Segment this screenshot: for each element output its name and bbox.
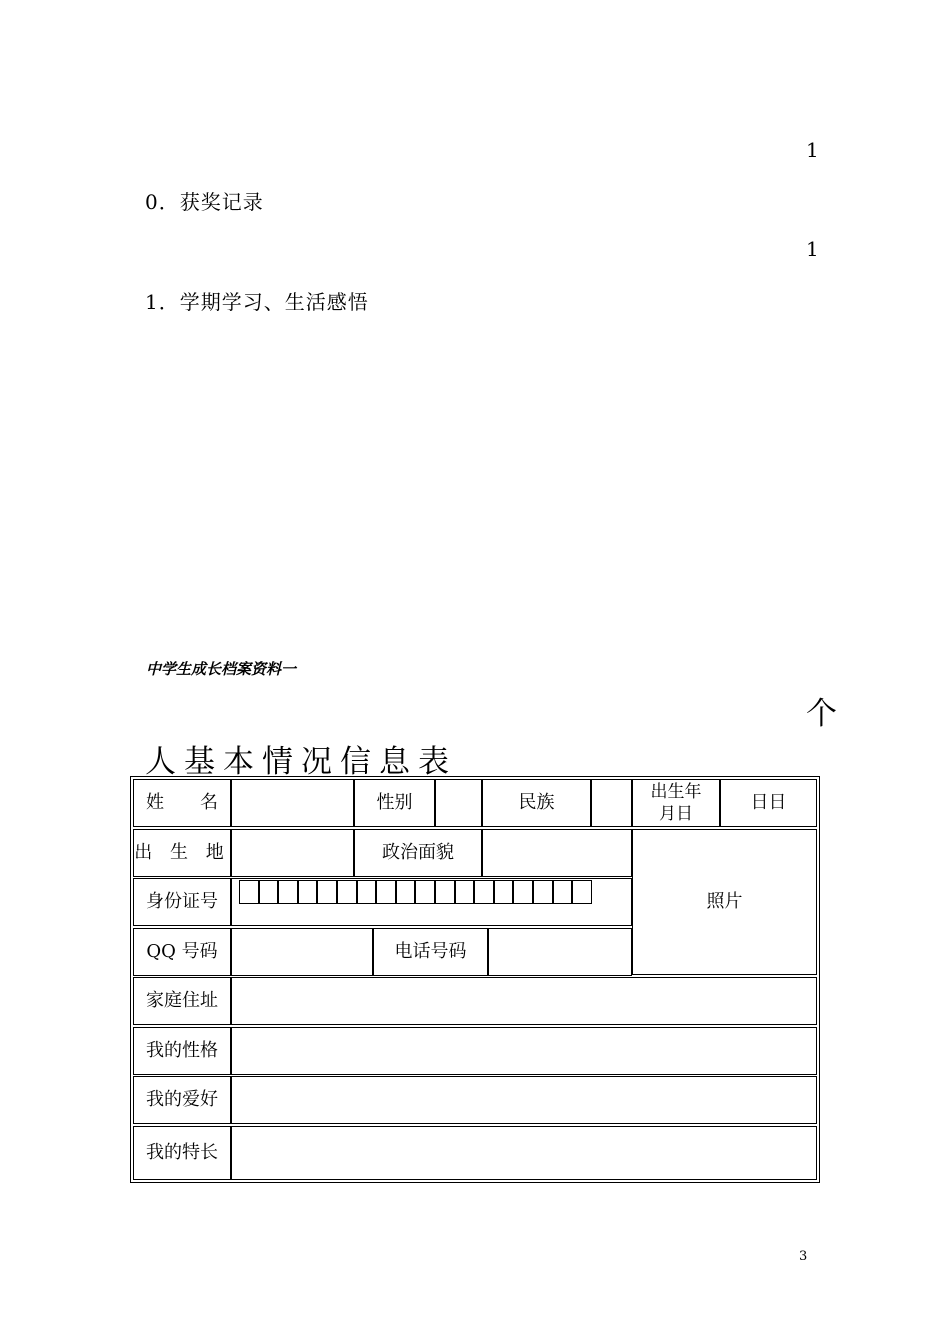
toc-item-awards: 0．获奖记录 bbox=[145, 190, 264, 214]
name-label-cell bbox=[133, 779, 231, 827]
id-digit-box[interactable] bbox=[455, 880, 475, 904]
id-number-label: 身份证号 bbox=[133, 878, 231, 926]
phone-field[interactable] bbox=[488, 928, 632, 976]
name-label-b: 名 bbox=[200, 792, 218, 814]
address-field[interactable] bbox=[231, 977, 817, 1025]
gender-field[interactable] bbox=[435, 779, 482, 827]
political-status-label: 政治面貌 bbox=[354, 829, 482, 877]
birth-label bbox=[632, 779, 720, 827]
birth-label-line1: 出生年 bbox=[650, 782, 702, 802]
id-digit-box[interactable] bbox=[474, 880, 494, 904]
ethnicity-field[interactable] bbox=[591, 779, 632, 827]
id-digit-box[interactable] bbox=[376, 880, 396, 904]
birthplace-field[interactable] bbox=[231, 829, 354, 877]
id-digit-box[interactable] bbox=[396, 880, 416, 904]
id-digit-box[interactable] bbox=[357, 880, 377, 904]
id-digit-box[interactable] bbox=[278, 880, 298, 904]
id-digit-box[interactable] bbox=[494, 880, 514, 904]
phone-label: 电话号码 bbox=[373, 928, 488, 976]
id-digit-box[interactable] bbox=[572, 880, 592, 904]
personality-label: 我的性格 bbox=[133, 1027, 231, 1075]
id-digit-box[interactable] bbox=[513, 880, 533, 904]
id-digit-box[interactable] bbox=[239, 880, 259, 904]
address-label: 家庭住址 bbox=[133, 977, 231, 1025]
name-label-a: 姓 bbox=[146, 792, 164, 814]
specialty-label: 我的特长 bbox=[133, 1126, 231, 1180]
id-digit-box[interactable] bbox=[415, 880, 435, 904]
qq-field[interactable] bbox=[231, 928, 373, 976]
id-digit-box[interactable] bbox=[337, 880, 357, 904]
id-digit-box[interactable] bbox=[317, 880, 337, 904]
id-digit-box[interactable] bbox=[298, 880, 318, 904]
id-digit-box[interactable] bbox=[553, 880, 573, 904]
id-digit-box[interactable] bbox=[259, 880, 279, 904]
hobby-field[interactable] bbox=[231, 1076, 817, 1124]
id-digit-box[interactable] bbox=[435, 880, 455, 904]
series-title: 中学生成长档案资料一 bbox=[146, 660, 297, 678]
political-status-field[interactable] bbox=[482, 829, 632, 877]
heading-title: 人基本情况信息表 bbox=[145, 744, 457, 780]
name-field[interactable] bbox=[231, 779, 354, 827]
toc-page-number-2: 1 bbox=[806, 237, 819, 261]
birth-date-field[interactable]: 日日 bbox=[720, 779, 817, 827]
photo-box[interactable]: 照片 bbox=[632, 829, 817, 975]
birth-label-line2: 月日 bbox=[659, 804, 693, 824]
qq-label: QQ 号码 bbox=[133, 928, 231, 976]
hobby-label: 我的爱好 bbox=[133, 1076, 231, 1124]
gender-label: 性别 bbox=[354, 779, 435, 827]
toc-page-number-1: 1 bbox=[806, 138, 819, 162]
ethnicity-label: 民族 bbox=[482, 779, 591, 827]
heading-first-char: 个 bbox=[806, 696, 837, 732]
birthplace-label: 出 生 地 bbox=[133, 829, 231, 877]
id-digit-box[interactable] bbox=[533, 880, 553, 904]
personality-field[interactable] bbox=[231, 1027, 817, 1075]
specialty-field[interactable] bbox=[231, 1126, 817, 1180]
toc-item-reflections: 1．学期学习、生活感悟 bbox=[145, 290, 369, 314]
page-number: 3 bbox=[799, 1249, 808, 1264]
